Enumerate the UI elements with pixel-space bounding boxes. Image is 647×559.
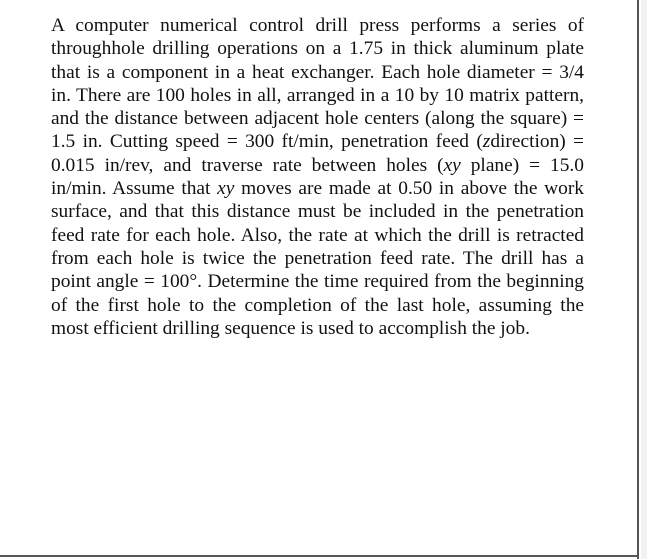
xy-variable: xy <box>443 154 461 176</box>
bottom-border-line <box>0 555 639 557</box>
problem-text-part-2: direction) = 0.015 in/rev, and traverse rate between holes ( <box>51 131 584 176</box>
problem-text-part-3: plane) = 15.0 in/min. Assume that <box>51 154 584 200</box>
xy-variable: xy <box>217 178 235 200</box>
right-margin <box>641 0 647 559</box>
problem-text-part-4: moves are made at 0.50 in above the work surface, and that this distance must be included in the penetration feed rate for each hole. Also, the rate at which the drill is retracted from each hole is twice the penetration feed rate. The drill has a point angle = 100°. Determine the time required from the beginning of the first hole to the completion of the last hole, assuming the most efficient drilling sequence is used to accomplish the job. <box>51 178 584 339</box>
right-border-line <box>637 0 639 559</box>
problem-text-part-1: A computer numerical control drill press performs a series of throughhole drilling operations on a 1.75 in thick aluminum plate that is a component in a heat exchanger. Each hole diameter = 3/4 in. There are 100 holes in all, arranged in a 10 by 10 matrix pattern, and the distance between adjacent hole centers (along the square) = 1.5 in. Cutting speed = 300 ft/min, penetration feed ( <box>51 15 584 153</box>
z-variable: z <box>482 131 491 153</box>
problem-statement <box>51 14 584 340</box>
